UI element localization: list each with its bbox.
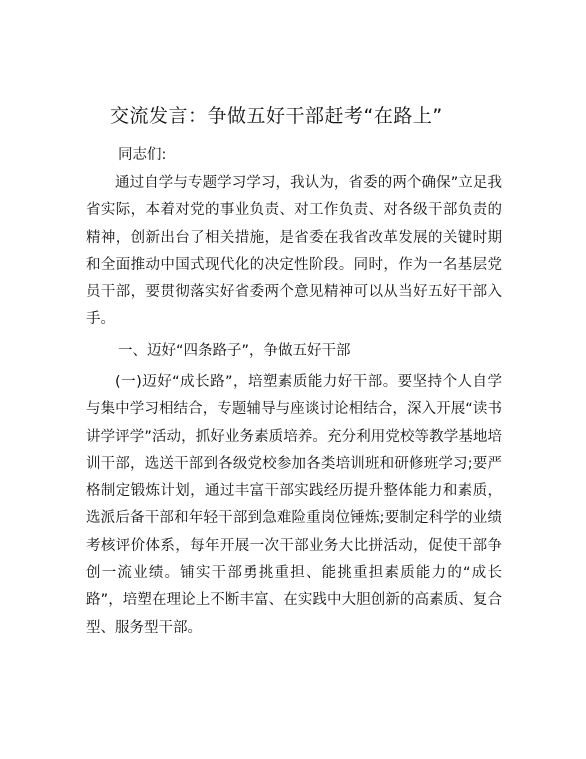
paragraph-intro: 通过自学与专题学习学习，我认为，省委的两个确保”立足我省实际，本着对党的事业负责、对工作负责、对各级干部负责的精神，创新出台了相关措施，是省委在我省改革发展的关键时期和全面推动中国式现代化的决定性阶段。同时，作为一名基层党员干部，要贯彻落实好省委两个意见精神可以从当好五好干部入手。 [86,175,502,328]
paragraph-growth-road: (一)迈好“成长路”，培塑素质能力好干部。要坚持个人自学与集中学习相结合，专题辅导与座谈讨论相结合，深入开展“读书讲学评学”活动，抓好业务素质培养。充分利用党校等教学基地培训干部，选送干部到各级党校参加各类培训班和研修班学习;要严格制定锻炼计划，通过丰富干部实践经历提升整体能力和素质，选派后备干部和年轻干部到急难险重岗位锤炼;要制定科学的业绩考核评价体系，每年开展一次干部业务大比拼活动，促使干部争创一流业绩。铺实干部勇挑重担、能挑重担素质能力的“成长路”，培塑在理论上不断丰富、在实践中大胆创新的高素质、复合型、服务型干部。 [86,374,502,636]
salutation: 同志们: [118,147,167,163]
document-title: 交流发言：争做五好干部赶考“在路上” [110,105,443,127]
section-heading: 一、迈好“四条路子”，争做五好干部 [118,343,351,359]
